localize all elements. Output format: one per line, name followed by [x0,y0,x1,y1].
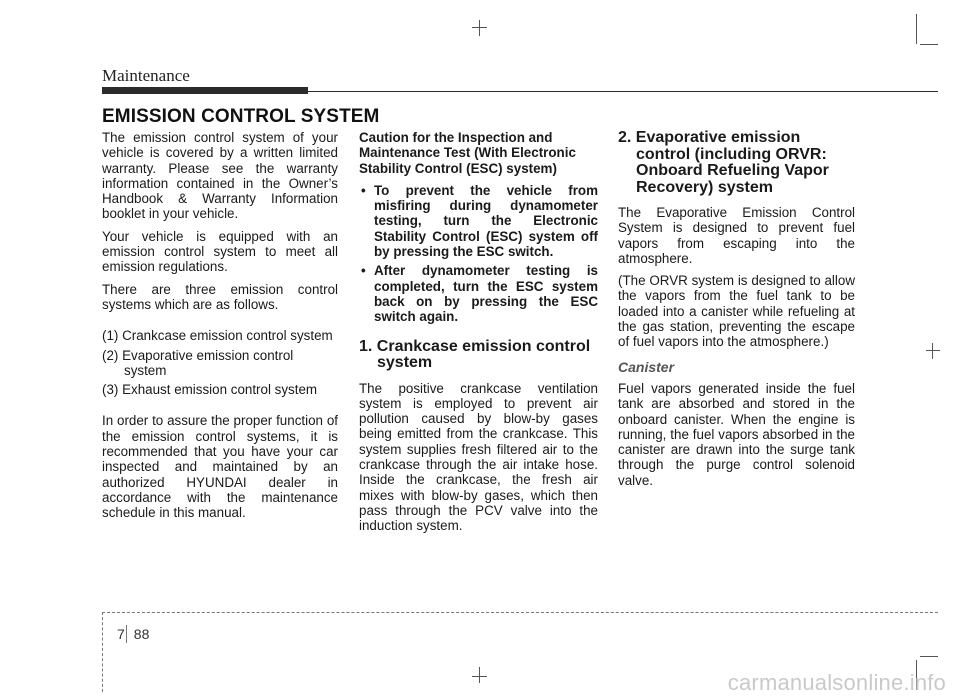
crop-mark-right [926,350,940,351]
list-item: (3) Exhaust emission control system [102,382,318,398]
bullet-icon: • [361,263,366,279]
page-number-value: 88 [133,626,150,642]
caution-bullets [359,183,598,325]
paragraph-three-systems: There are three emission control systems which are as follows. [102,281,338,312]
bullet-icon: • [361,182,366,198]
crop-mark-right [932,343,933,359]
paragraph-pcv: The positive crankcase ventilation system is employed to prevent air pollution caused by blow-by gases being emitted from the crankcase. This system supplies fresh filtered air to the crankcase through the air intake hose. Inside the crankcase, the fresh air mixes with blow-by gases, which then pass through the PCV valve into the induction system. [359,380,598,534]
crop-mark-top [479,20,480,36]
paragraph-warranty: The emission control system of your vehicle is covered by a written limited warranty. Please see the warranty information contained in the Owner’s Handbook & Warranty Information booklet in your vehicle. [102,130,338,222]
footer-vertical-rule [102,612,103,692]
crop-mark-bottom [479,667,480,683]
paragraph-orvr: (The ORVR system is designed to allow the vapors from the fuel tank to be loaded into a canister while refueling at the gas station, preventing the escape of fuel vapors into the atmosphere.) [618,273,855,350]
heading-canister: Canister [618,358,675,375]
crop-mark-top-right [916,14,917,44]
heading-crankcase: 1. Crankcase emission control system [359,337,591,372]
paragraph-evap-system: The Evaporative Emission Control System is designed to prevent fuel vapors from escaping into the atmosphere. [618,205,855,266]
list-item [359,183,598,259]
section-title: EMISSION CONTROL SYSTEM [102,106,380,127]
page-number [117,626,149,642]
systems-list [102,328,338,397]
page-number-separator [126,625,127,643]
column-1 [102,130,338,528]
section-number: 7 [117,626,125,642]
crop-mark-bottom-right [920,656,938,657]
list-item [359,263,598,324]
caution-title: Caution for the Inspection and Maintenance Test (With Electronic Stability Control (ESC) system) [359,130,576,176]
paragraph-dealer: In order to assure the proper function of the emission control systems, it is recommended that you have your car inspected and maintained by an authorized HYUNDAI dealer in accordance with the maintenance schedule in this manual. [102,413,338,521]
footer-rule [102,612,938,613]
bullet-text: After dynamometer testing is completed, turn the ESC system back on by pressing the ESC switch again. [374,263,598,325]
crop-mark-top-right [920,44,938,45]
watermark: carmanualsonline.info [727,670,946,695]
heading-evaporative: 2. Evaporative emission control (including ORVR: Onboard Refueling Vapor Recovery) system [618,129,829,196]
paragraph-equipped: Your vehicle is equipped with an emission control system to meet all emission regulations. [102,228,338,275]
header-rule [308,91,938,92]
column-3 [618,130,855,495]
header-bar [102,87,308,94]
running-head: Maintenance [102,66,190,85]
crop-mark-top [472,27,487,28]
paragraph-canister: Fuel vapors generated inside the fuel tank are absorbed and stored in the onboard canister. When the engine is running, the fuel vapors absorbed in the canister are drawn into the surge tank through the purge control solenoid valve. [618,380,855,488]
list-item: (1) Crankcase emission control system [102,328,333,344]
column-2 [359,130,598,541]
crop-mark-bottom [472,676,487,677]
bullet-text: To prevent the vehicle from misfiring during dynamometer testing, turn the Electronic Stability Control (ESC) system off by pressing the ESC switch. [374,182,598,260]
list-item: (2) Evaporative emission control system [102,347,294,378]
